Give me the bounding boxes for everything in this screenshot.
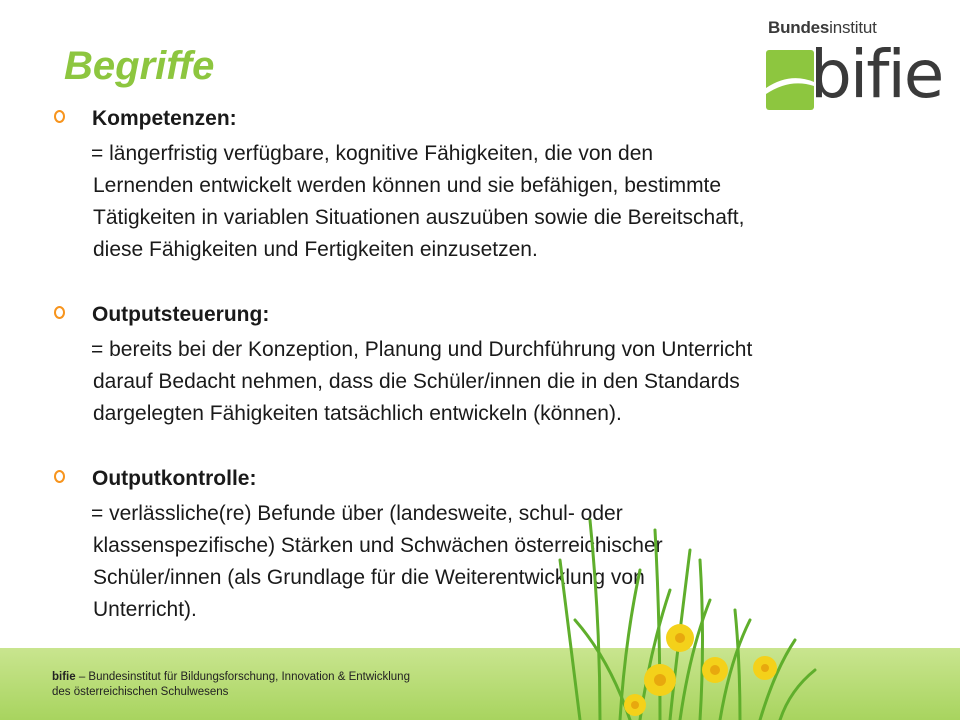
footer-brand: bifie xyxy=(52,671,76,683)
term-title: Outputsteuerung: xyxy=(92,303,270,326)
term-kompetenzen xyxy=(52,104,932,266)
term-definition xyxy=(90,334,932,430)
logo-subtitle: Bundesinstitut xyxy=(768,18,877,37)
dandelion-grass-image xyxy=(540,500,840,720)
slide-title: Begriffe xyxy=(64,44,215,88)
logo-swoosh-icon xyxy=(764,48,816,112)
term-title: Outputkontrolle: xyxy=(92,467,257,490)
bullet-icon xyxy=(54,470,65,483)
bifie-logo xyxy=(760,18,943,113)
footer-text xyxy=(52,670,410,700)
footer-line-1: – Bundesinstitut für Bildungsforschung, Innovation & Entwicklung xyxy=(75,671,410,683)
bullet-icon xyxy=(54,306,65,319)
term-definition xyxy=(90,138,932,266)
definition-line: Unterricht). xyxy=(93,598,197,621)
term-title: Kompetenzen: xyxy=(92,107,237,130)
bullet-icon xyxy=(54,110,65,123)
definition-line: diese Fähigkeiten und Fertigkeiten einzusetzen. xyxy=(93,238,538,261)
definition-line: = verlässliche(re) Befunde über (landesweite, schul- oder xyxy=(91,502,623,525)
definition-line: Schüler/innen (als Grundlage für die Weiterentwicklung von xyxy=(93,566,645,589)
definition-line: Lernenden entwickelt werden können und sie befähigen, bestimmte xyxy=(93,174,722,197)
definition-line: Tätigkeiten in variablen Situationen auszuüben sowie die Bereitschaft, xyxy=(93,206,745,229)
definition-line: = bereits bei der Konzeption, Planung und Durchführung von Unterricht xyxy=(91,338,753,361)
definition-line: = längerfristig verfügbare, kognitive Fähigkeiten, die von den xyxy=(91,142,654,165)
footer-line-2: des österreichischen Schulwesens xyxy=(52,686,229,698)
definition-line: darauf Bedacht nehmen, dass die Schüler/innen die in den Standards xyxy=(93,370,740,393)
logo-wordmark: bifie xyxy=(810,36,943,113)
term-outputsteuerung xyxy=(52,300,932,430)
definition-line: klassenspezifische) Stärken und Schwächen österreichischer xyxy=(93,534,663,557)
definition-line: dargelegten Fähigkeiten tatsächlich entwickeln (können). xyxy=(93,402,622,425)
